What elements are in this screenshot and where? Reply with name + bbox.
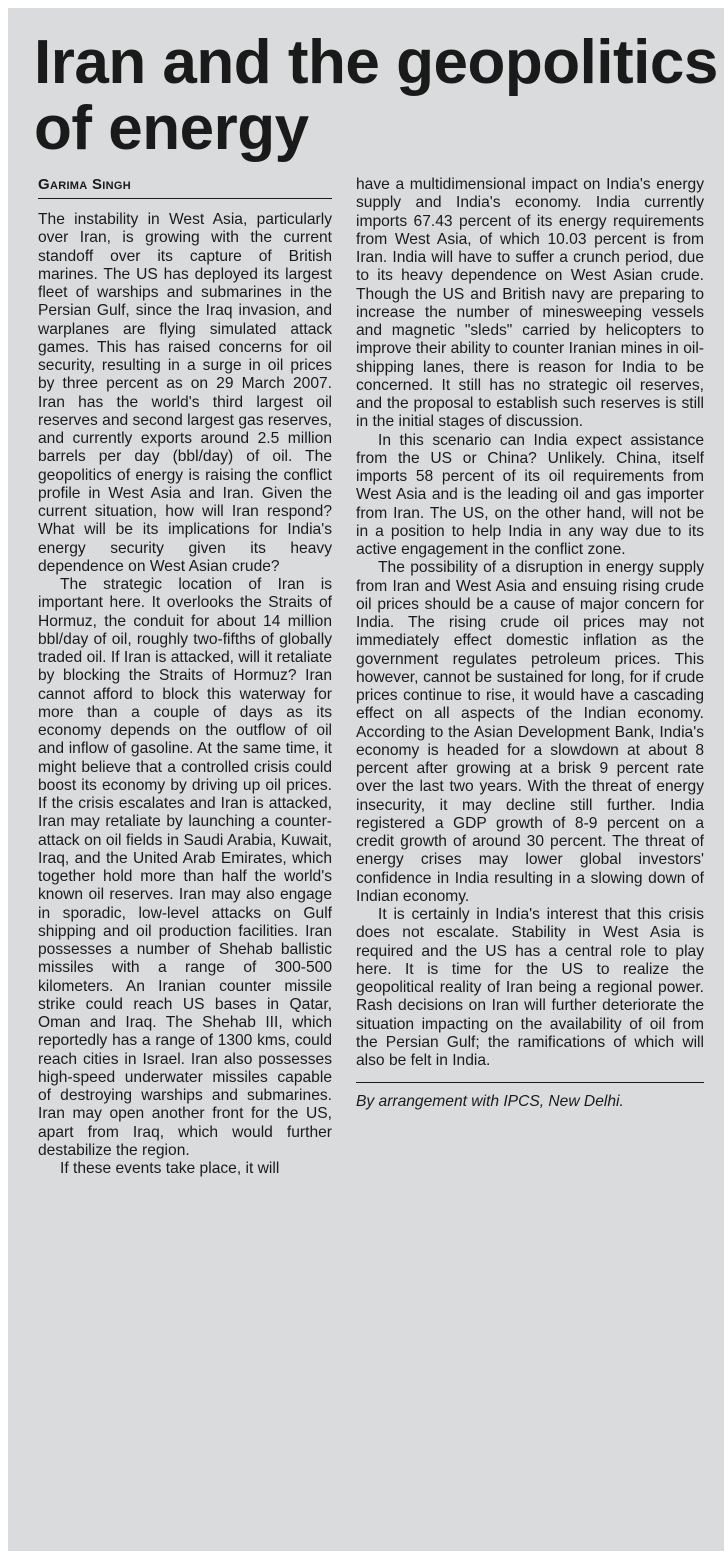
byline <box>38 176 332 199</box>
author-name: Garima Singh <box>38 176 131 193</box>
column-left <box>38 176 332 1178</box>
paragraph: The possibility of a disruption in energy supply from Iran and West Asia and ensuing rising crude oil prices should be a cause of major concern for India. The rising crude oil prices may not immediately effect domestic inflation as the government regulates petroleum prices. This however, cannot be sustained for long, for if crude prices continue to rise, it would have a cascading effect on all aspects of the Indian economy. According to the Asian Development Bank, India's economy is headed for a slowdown at about 8 percent after growing at a brisk 9 percent rate over the last two years. With the threat of energy insecurity, it may decline still further. India registered a GDP growth of 8-9 percent on a credit growth of around 30 percent. The threat of energy crises may lower global investors' confidence in India resulting in a slowing down of Indian economy. <box>356 559 704 905</box>
paragraph: If these events take place, it will <box>60 1160 280 1177</box>
paragraph: The instability in West Asia, particularly over Iran, is growing with the current standoff over its capture of British marines. The US has deployed its largest fleet of warships and submarines in the Persian Gulf, since the Iraq invasion, and warplanes are flying simulated attack games. This has raised concerns for oil security, resulting in a surge in oil prices by three percent as on 29 March 2007. Iran has the world's third largest oil reserves and second largest gas reserves, and currently exports around 2.5 million barrels per day (bbl/day) of oil. The geopolitics of energy is raising the conflict profile in West Asia and Iran. Given the current situation, how will Iran respond? What will be its implications for India's energy security given its heavy dependence on West Asian crude? <box>38 211 332 575</box>
paragraph: The strategic location of Iran is important here. It overlooks the Straits of Hormuz, the conduit for about 14 million bbl/day of oil, roughly two-fifths of globally traded oil. If Iran is attacked, will it retaliate by blocking the Straits of Hormuz? Iran cannot afford to block this waterway for more than a couple of days as its economy depends on the outflow of oil and inflow of gasoline. At the same time, it might believe that a controlled crisis could boost its economy by driving up oil prices. If the crisis escalates and Iran is attacked, Iran may retaliate by launching a counter-attack on oil fields in Saudi Arabia, Kuwait, Iraq, and the United Arab Emirates, which together hold more than half the world's known oil reserves. Iran may also engage in sporadic, low-level attacks on Gulf shipping and oil production facilities. Iran possesses a number of Shehab ballistic missiles with a range of 300-500 kilometers. An Iranian counter missile strike could reach US bases in Qatar, Oman and Iraq. The Shehab III, which reportedly has a range of 1300 kms, could reach cities in Israel. Iran also possesses high-speed underwater missiles capable of destroying warships and submarines. Iran may open another front for the US, apart from Iraq, which would further destabilize the region. <box>38 576 332 1159</box>
paragraph: It is certainly in India's interest that this crisis does not escalate. Stability in West Asia is required and the US has a central role to play here. It is time for the US to realize the geopolitical reality of Iran being a regional power. Rash decisions on Iran will further deteriorate the situation impacting on the availability of oil from the Persian Gulf; the ramifications of which will also be felt in India. <box>356 906 704 1069</box>
source-credit: By arrangement with IPCS, New Delhi. <box>356 1082 704 1111</box>
headline: Iran and the geopolitics of energy <box>34 28 718 163</box>
paragraph: In this scenario can India expect assistance from the US or China? Unlikely. China, itself imports 58 percent of its oil requirements from West Asia and is the leading oil and gas importer from Iran. The US, on the other hand, will not be in a position to help India in any way due to its active engagement in the conflict zone. <box>356 431 704 558</box>
column-right <box>356 176 704 1112</box>
paragraph: have a multidimensional impact on India's energy supply and India's economy. India currently imports 67.43 percent of its energy requirements from West Asia, of which 10.03 percent is from Iran. India will have to suffer a crunch period, due to its heavy dependence on West Asian crude. Though the US and British navy are preparing to increase the number of minesweeping vessels and magnetic "sleds" carried by helicopters to improve their ability to counter Iranian mines in oil-shipping lanes, there is reason for India to be concerned. It still has no strategic oil reserves, and the proposal to establish such reserves is still in the initial stages of discussion. <box>356 176 704 431</box>
article-page <box>8 8 724 1551</box>
